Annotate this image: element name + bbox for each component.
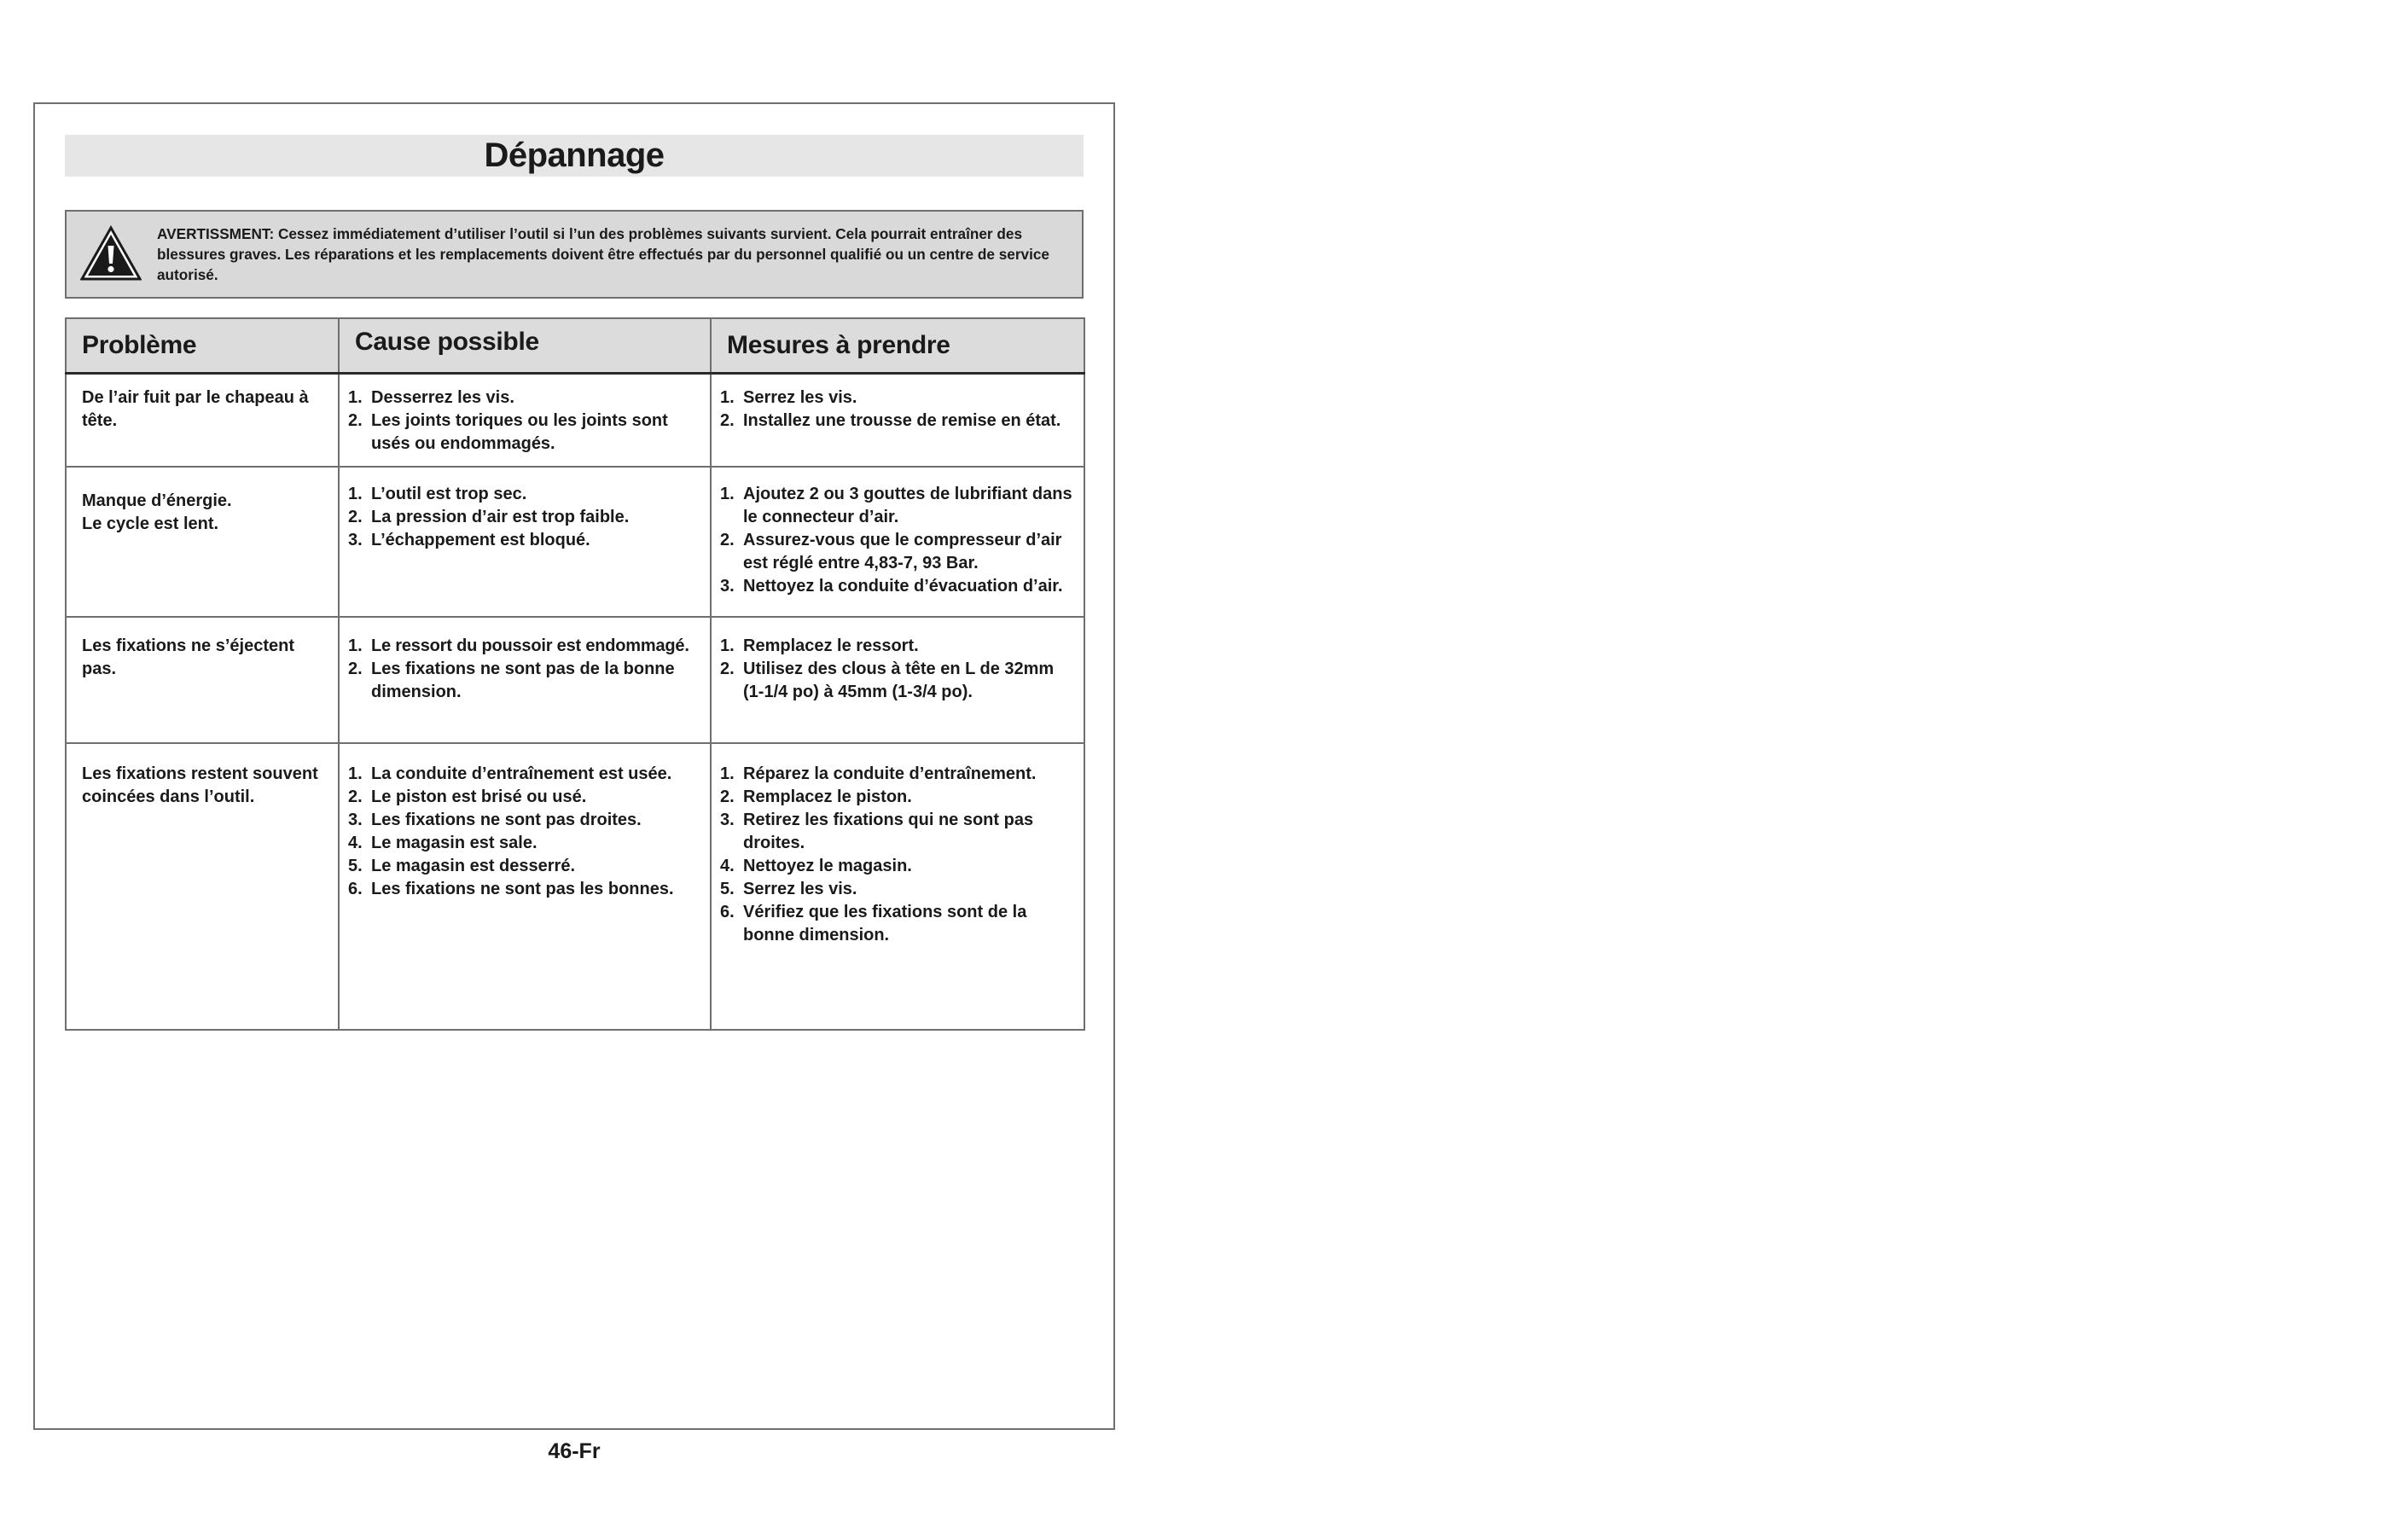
step-text: Vérifiez que les fixations sont de la bonne dimension. xyxy=(743,903,1027,944)
column-header-problem: Problème xyxy=(66,318,339,373)
step-number: 1. xyxy=(348,387,363,407)
list-item xyxy=(720,483,1077,529)
problem-text-line: coincées dans l’outil. xyxy=(82,787,255,806)
step-text: Serrez les vis. xyxy=(743,880,857,898)
cause-cell xyxy=(339,617,711,743)
action-list xyxy=(720,763,1077,947)
problem-cell xyxy=(66,373,339,467)
step-number: 3. xyxy=(348,531,363,549)
page-title: Dépannage xyxy=(484,137,665,174)
step-text: Nettoyez le magasin. xyxy=(743,857,912,875)
list-item xyxy=(720,763,1077,786)
step-number: 3. xyxy=(720,577,735,596)
cause-cell xyxy=(339,373,711,467)
step-number: 4. xyxy=(720,857,735,875)
page-number: 46-Fr xyxy=(548,1439,601,1463)
cause-list xyxy=(348,763,703,901)
step-text: Ajoutez 2 ou 3 gouttes de lubrifiant dans le connecteur d’air. xyxy=(743,485,1072,526)
action-list xyxy=(720,635,1077,704)
cause-list xyxy=(348,635,708,704)
list-item xyxy=(348,635,708,658)
step-text: Desserrez les vis. xyxy=(371,387,514,407)
action-cell xyxy=(711,373,1084,467)
list-item xyxy=(348,855,703,878)
step-number: 5. xyxy=(720,880,735,898)
table-row xyxy=(66,373,1084,467)
step-number: 2. xyxy=(720,531,735,549)
list-item xyxy=(348,763,703,786)
list-item xyxy=(720,410,1077,433)
list-item xyxy=(720,386,1077,410)
step-number: 2. xyxy=(348,787,363,806)
step-number: 1. xyxy=(720,485,735,503)
step-text: Utilisez des clous à tête en L de 32mm (1-1/4 po) à 45mm (1-3/4 po). xyxy=(743,660,1055,701)
list-item xyxy=(720,855,1077,878)
action-list xyxy=(720,386,1077,433)
list-item xyxy=(720,658,1077,704)
step-text: Retirez les fixations qui ne sont pas droites. xyxy=(743,811,1034,852)
action-cell xyxy=(711,743,1084,1030)
step-text: Le magasin est sale. xyxy=(371,834,538,852)
step-text: Installez une trousse de remise en état. xyxy=(743,410,1061,430)
list-item xyxy=(348,658,708,704)
list-item xyxy=(720,575,1077,598)
step-text: Les fixations ne sont pas droites. xyxy=(371,811,642,829)
step-number: 2. xyxy=(720,660,735,678)
problem-text-line: tête. xyxy=(82,410,118,430)
title-bar xyxy=(65,135,1084,177)
problem-cell xyxy=(66,617,339,743)
step-text: Remplacez le piston. xyxy=(743,787,912,806)
step-text: Les fixations ne sont pas les bonnes. xyxy=(371,880,674,898)
step-number: 1. xyxy=(348,764,363,783)
step-number: 1. xyxy=(348,636,363,655)
list-item xyxy=(348,878,703,901)
action-list xyxy=(720,483,1077,598)
action-cell xyxy=(711,467,1084,617)
step-number: 1. xyxy=(720,764,735,783)
table-header-row xyxy=(66,318,1084,373)
list-item xyxy=(348,483,703,506)
step-number: 3. xyxy=(720,811,735,829)
step-text: L’échappement est bloqué. xyxy=(371,531,590,549)
cause-list xyxy=(348,483,703,552)
step-number: 1. xyxy=(348,485,363,503)
problem-text-line: Les fixations restent souvent xyxy=(82,764,318,783)
problem-text-line: Les fixations ne s’éjectent xyxy=(82,636,294,655)
list-item xyxy=(720,809,1077,855)
list-item xyxy=(348,832,703,855)
step-number: 2. xyxy=(720,410,735,430)
cause-cell xyxy=(339,743,711,1030)
list-item xyxy=(720,635,1077,658)
table-row xyxy=(66,743,1084,1030)
list-item xyxy=(720,786,1077,809)
troubleshooting-table xyxy=(65,317,1085,1031)
list-item xyxy=(348,506,703,529)
problem-text-line: Le cycle est lent. xyxy=(82,514,219,533)
list-item xyxy=(348,529,703,552)
action-cell xyxy=(711,617,1084,743)
step-text: Nettoyez la conduite d’évacuation d’air. xyxy=(743,577,1063,596)
warning-box xyxy=(65,210,1084,299)
step-text: La conduite d’entraînement est usée. xyxy=(371,764,672,783)
warning-text: AVERTISSMENT: Cessez immédiatement d’utiliser l’outil si l’un des problèmes suivants survient. Cela pourrait entraîner des blessures graves. Les réparations et les remplacements doivent être effectués par du personnel qualifié ou un centre de service autorisé. xyxy=(157,225,1049,283)
table-row xyxy=(66,617,1084,743)
step-number: 6. xyxy=(348,880,363,898)
step-text: Les joints toriques ou les joints sont usés ou endommagés. xyxy=(371,410,668,453)
table-row xyxy=(66,467,1084,617)
step-text: Le magasin est desserré. xyxy=(371,857,576,875)
step-text: Le ressort du poussoir est endommagé. xyxy=(371,636,689,655)
list-item xyxy=(720,529,1077,575)
problem-text-line: pas. xyxy=(82,660,117,678)
list-item xyxy=(348,386,703,410)
problem-cell xyxy=(66,743,339,1030)
step-number: 1. xyxy=(720,636,735,655)
problem-cell xyxy=(66,467,339,617)
step-number: 6. xyxy=(720,903,735,921)
step-text: Assurez-vous que le compresseur d’air est réglé entre 4,83-7, 93 Bar. xyxy=(743,531,1062,572)
step-text: L’outil est trop sec. xyxy=(371,485,527,503)
list-item xyxy=(348,809,703,832)
list-item xyxy=(348,410,703,456)
step-text: Remplacez le ressort. xyxy=(743,636,919,655)
step-text: La pression d’air est trop faible. xyxy=(371,508,630,526)
step-number: 1. xyxy=(720,387,735,407)
problem-text-line: De l’air fuit par le chapeau à xyxy=(82,387,309,407)
column-header-cause: Cause possible xyxy=(339,318,711,373)
step-number: 2. xyxy=(720,787,735,806)
step-number: 4. xyxy=(348,834,363,852)
warning-triangle-icon xyxy=(80,225,142,282)
step-text: Le piston est brisé ou usé. xyxy=(371,787,587,806)
step-text: Les fixations ne sont pas de la bonne dimension. xyxy=(371,660,675,701)
step-number: 2. xyxy=(348,660,363,678)
cause-cell xyxy=(339,467,711,617)
list-item xyxy=(720,901,1077,947)
step-text: Réparez la conduite d’entraînement. xyxy=(743,764,1037,783)
step-number: 3. xyxy=(348,811,363,829)
step-number: 2. xyxy=(348,410,363,430)
step-number: 5. xyxy=(348,857,363,875)
list-item xyxy=(720,878,1077,901)
step-text: Serrez les vis. xyxy=(743,387,857,407)
step-number: 2. xyxy=(348,508,363,526)
column-header-action: Mesures à prendre xyxy=(711,318,1084,373)
problem-text-line: Manque d’énergie. xyxy=(82,491,232,510)
list-item xyxy=(348,786,703,809)
cause-list xyxy=(348,386,703,456)
